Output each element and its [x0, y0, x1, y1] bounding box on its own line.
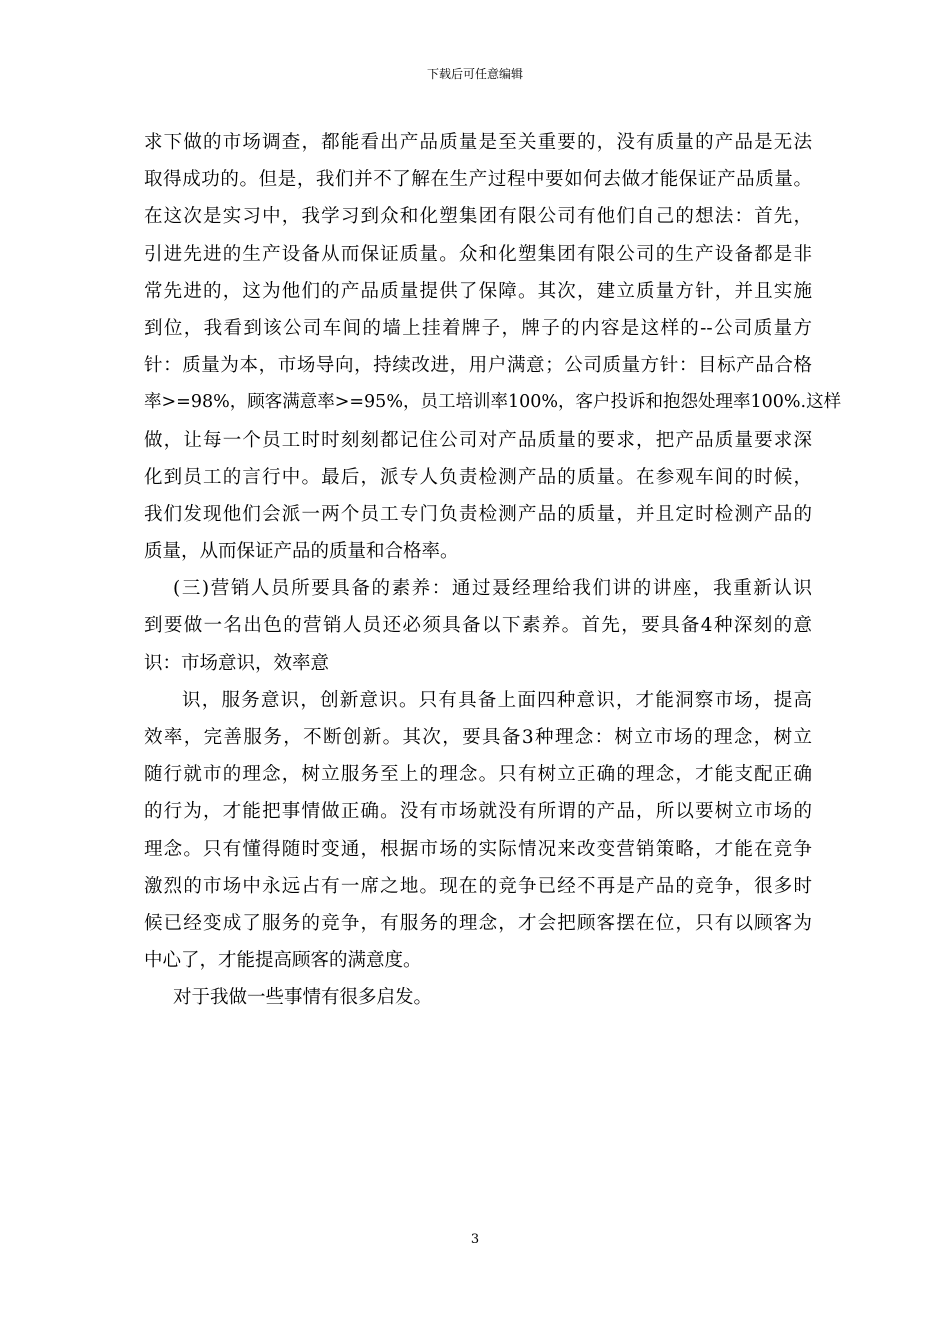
text-line: 质量，从而保证产品的质量和合格率。	[144, 541, 459, 563]
text-line: 常先进的，这为他们的产品质量提供了保障。其次，建立质量方针，并且实施	[144, 280, 812, 302]
text-line: 效率，完善服务，不断创新。其次，要具备3种理念：树立市场的理念，树立	[144, 727, 812, 748]
text-line: 到要做一名出色的营销人员还必须具备以下素养。首先，要具备4种深刻的意	[144, 615, 812, 637]
text-line: 激烈的市场中永远占有一席之地。现在的竞争已经不再是产品的竞争，很多时	[144, 875, 812, 897]
text-line: 对于我做一些事情有很多启发。	[173, 987, 433, 1009]
text-line: 取得成功的。但是，我们并不了解在生产过程中要如何去做才能保证产品质量。	[144, 169, 812, 191]
text-line: 引进先进的生产设备从而保证质量。众和化塑集团有限公司的生产设备都是非	[144, 243, 812, 265]
document-body	[144, 124, 842, 1017]
text-line: 做，让每一个员工时时刻刻都记住公司对产品质量的要求，把产品质量要求深	[144, 429, 812, 451]
text-line: 化到员工的言行中。最后，派专人负责检测产品的质量。在参观车间的时候，	[144, 466, 812, 488]
text-line: (三)营销人员所要具备的素养：通过聂经理给我们讲的讲座，我重新认识	[173, 578, 812, 600]
text-line: 的行为，才能把事情做正确。没有市场就没有所谓的产品，所以要树立市场的	[144, 801, 812, 823]
text-line: 识，服务意识，创新意识。只有具备上面四种意识，才能洞察市场，提高	[182, 689, 812, 711]
text-line: 理念。只有懂得随时变通，根据市场的实际情况来改变营销策略，才能在竞争	[144, 838, 812, 860]
text-line: 随行就市的理念，树立服务至上的理念。只有树立正确的理念，才能支配正确	[144, 764, 812, 786]
text-line: 到位，我看到该公司车间的墙上挂着牌子，牌子的内容是这样的--公司质量方	[144, 317, 812, 339]
text-line: 针：质量为本，市场导向，持续改进，用户满意；公司质量方针：目标产品合格	[144, 355, 812, 377]
text-line: 识：市场意识，效率意	[144, 652, 330, 674]
text-line: 中心了，才能提高顾客的满意度。	[144, 950, 422, 972]
page-header: 下载后可任意编辑	[426, 67, 523, 81]
text-line: 率>=98%，顾客满意率>=95%，员工培训率100%，客户投诉和抱怨处理率100%.这样	[144, 392, 842, 413]
text-line: 在这次是实习中，我学习到众和化塑集团有限公司有他们自己的想法：首先，	[144, 206, 812, 228]
text-line: 我们发现他们会派一两个员工专门负责检测产品的质量，并且定时检测产品的	[144, 503, 812, 525]
text-line: 候已经变成了服务的竞争，有服务的理念，才会把顾客摆在位，只有以顾客为	[144, 912, 812, 934]
text-line: 求下做的市场调查，都能看出产品质量是至关重要的，没有质量的产品是无法	[144, 132, 812, 153]
page-number: 3	[470, 1232, 480, 1247]
